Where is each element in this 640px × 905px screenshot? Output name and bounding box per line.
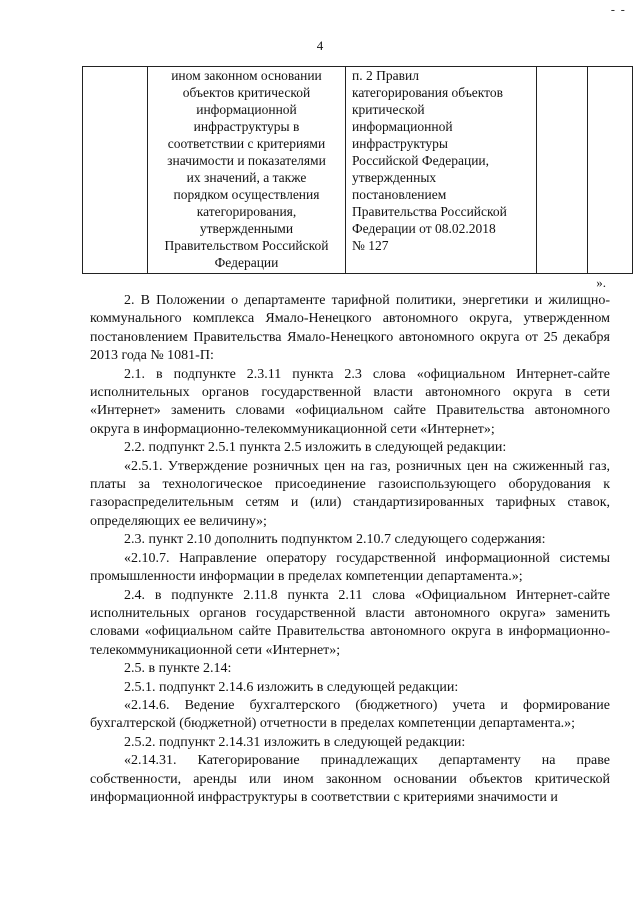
paragraph: «2.5.1. Утверждение розничных цен на газ, розничных цен на сжиженный газ, платы за технологическое присоединение газоиспользующего оборудования к газораспределительным сетям и (или) стандартизированных тарифных ставок, определяющих ее величину»; [90, 458, 610, 529]
paragraph: 2.3. пункт 2.10 дополнить подпунктом 2.10.7 следующего содержания: [124, 532, 546, 548]
paragraph: «2.10.7. Направление оператору государственной информационной системы промышленности информации в пределах компетенции департамента.»; [90, 550, 610, 585]
paragraph: 2. В Положении о департаменте тарифной политики, энергетики и жилищно-коммунального комплекса Ямало-Ненецкого автономного округа, утвержденном постановлением Правительства Ямало-Ненецкого автономного округа от 25 декабря 2013 года № 1081-П: [90, 293, 610, 364]
paragraph: 2.4. в подпункте 2.11.8 пункта 2.11 слова «Официальном Интернет-сайте исполнительных органов государственной власти автономного округа» заменить словами «официальном сайте Правительства автономного округа в информационно-телекоммуникационной сети «Интернет»; [90, 587, 610, 658]
closing-quote: ». [596, 275, 606, 290]
paragraph: 2.5.2. подпункт 2.14.31 изложить в следующей редакции: [124, 734, 466, 750]
table-cell-description [148, 67, 346, 274]
paragraph: 2.2. подпункт 2.5.1 пункта 2.5 изложить в следующей редакции: [124, 440, 507, 456]
page-number: 4 [316, 38, 324, 53]
table-cell-empty [588, 67, 633, 274]
paragraph: 2.1. в подпункте 2.3.11 пункта 2.3 слова «официальном Интернет-сайте исполнительных органов государственной власти автономного округа в сети «Интернет» заменить словами «официальном сайте Правительства автономного округа в информационно-телекоммуникационной сети «Интернет»; [90, 366, 610, 437]
document-body [90, 292, 610, 807]
paragraph: «2.14.6. Ведение бухгалтерского (бюджетного) учета и формирование бухгалтерской (бюджетной) отчетности в пределах компетенции департамента.»; [90, 697, 610, 732]
table-cell-number [83, 67, 148, 274]
corner-mark: - - [610, 2, 626, 17]
table-cell-basis [346, 67, 537, 274]
table-cell-empty [537, 67, 588, 274]
paragraph: 2.5.1. подпункт 2.14.6 изложить в следующей редакции: [124, 679, 459, 695]
amendment-table [82, 66, 633, 274]
table-row [83, 67, 633, 274]
cell-text: ином законном основании объектов критической информационной инфраструктуры в соответствии с критериями значимости и показателями их значений, а также порядком осуществления категорирования, утвержденными Правительством Российской Федерации [164, 68, 329, 270]
paragraph: «2.14.31. Категорирование принадлежащих департаменту на праве собственности, аренды или ином законном основании объектов критической информационной инфраструктуры в соответствии с критериями значимости и [90, 753, 610, 805]
cell-text: п. 2 Правил категорирования объектов критической информационной инфраструктуры Российской Федерации, утвержденных постановлением Правительства Российской Федерации от 08.02.2018 № 127 [352, 68, 507, 253]
paragraph: 2.5. в пункте 2.14: [124, 661, 232, 677]
